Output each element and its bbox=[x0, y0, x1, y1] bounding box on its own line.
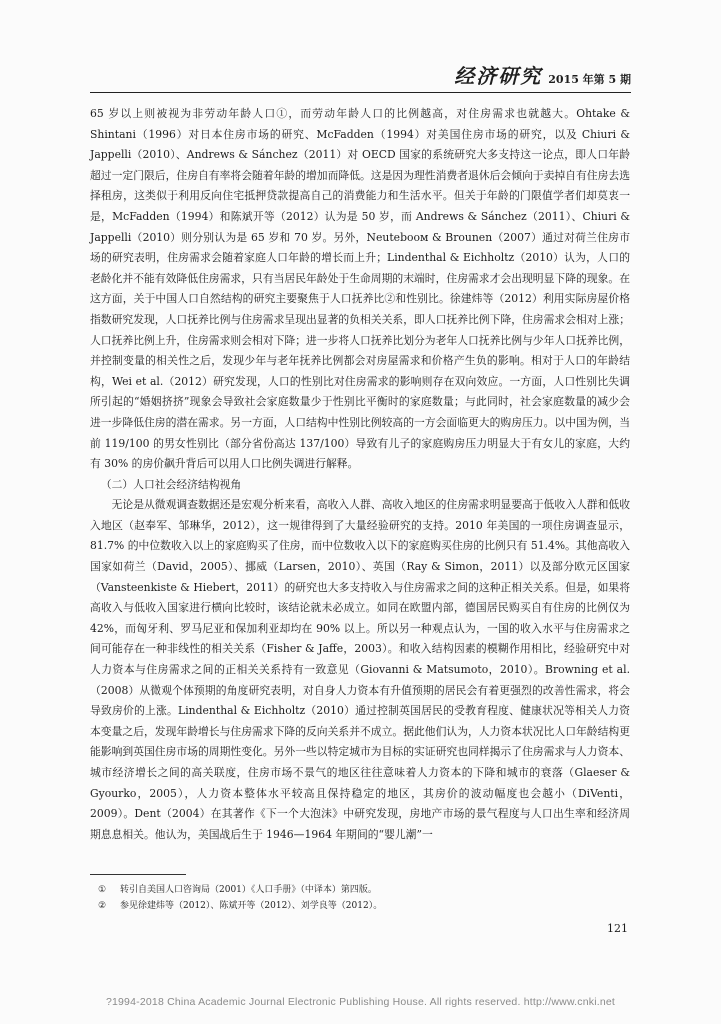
footnote-2 bbox=[90, 898, 630, 914]
footnote-text: 转引自美国人口咨询局（2001）《人口手册》（中译本）第四版。 bbox=[120, 885, 377, 895]
journal-title: 经济研究 bbox=[454, 64, 543, 88]
footnote-1 bbox=[90, 882, 630, 898]
footnotes bbox=[90, 882, 630, 914]
article-body bbox=[90, 104, 630, 845]
header-inner bbox=[454, 60, 631, 92]
footnote-text: 参见徐建炜等（2012）、陈斌开等（2012）、刘学良等（2012）。 bbox=[120, 901, 383, 911]
footnote-mark: ② bbox=[98, 901, 107, 911]
page-number: 121 bbox=[607, 922, 628, 935]
copyright-notice: ?1994-2018 China Academic Journal Electronic Publishing House. All rights reserved. http://www.cnki.net bbox=[105, 996, 616, 1008]
footnote-mark: ① bbox=[98, 885, 107, 895]
section-heading: （二）人口社会经济结构视角 bbox=[100, 477, 242, 491]
paragraph-2: 无论是从微观调查数据还是宏观分析来看，高收入人群、高收入地区的住房需求明显要高于低收入人群和低收入地区（赵奉军、邹琳华，2012），这一规律得到了大量经验研究的支持。2010 年美国的一项住房调查显示，81.7% 的中位数收入以上的家庭购买了住房，而中位数收入以下的家庭购买住房的比例只有 51.4%。其他高收入国家如荷兰（David，2005）、挪威（Larsen，2010）、英国（Ray & Simon，2011）以及部分欧元区国家（Vansteenkiste & Hiebert，2011）的研究也大多支持收入与住房需求之间的这种正相关关系。但是，如果将高收入与低收入国家进行横向比较时，该结论就未必成立。如同在欧盟内部，德国居民购买自有住房的比例仅为 42%，而匈牙利、罗马尼亚和保加利亚却均在 90% 以上。所以另一种观点认为，一国的收入水平与住房需求之间可能存在一种非线性的相关关系（Fisher & Jaffe，2003）。和收入结构因素的模糊作用相比，经验研究中对人力资本与住房需求之间的正相关关系持有一致意见（Giovanni & Matsumoto，2010）。Browning et al.（2008）从微观个体预期的角度研究表明，对自身人力资本有升值预期的居民会有着更强烈的改善性需求，将会导致房价的上涨。Lindenthal & Eichholtz（2010）通过控制英国居民的受教育程度、健康状况等相关人力资本变量之后，发现年龄增长与住房需求下降的反向关系并不成立。据此他们认为，人力资本状况比人口年龄结构更能影响到英国住房市场的周期性变化。另外一些以特定城市为目标的实证研究也同样揭示了住房需求与人力资本、城市经济增长之间的高关联度，住房市场不景气的地区往往意味着人力资本的下降和城市的衰落（Glaeser & Gyourko，2005），人力资本整体水平较高且保持稳定的地区，其房价的波动幅度也会越小（DiVenti，2009）。Dent（2004）在其著作《下一个大泡沫》中研究发现，房地产市场的景气程度与人口出生率和经济周期息息相关。他认为，美国战后生于 1946—1964 年期间的“婴儿潮”一 bbox=[90, 498, 630, 841]
footnote-divider bbox=[90, 874, 186, 875]
running-header bbox=[90, 64, 631, 93]
paragraph-1: 65 岁以上则被视为非劳动年龄人口①，而劳动年龄人口的比例越高，对住房需求也就越大。Ohtake & Shintani（1996）对日本住房市场的研究、McFadden（1994）对美国住房市场的研究，以及 Chiuri & Jappelli（2010）、Andrews & Sánchez（2011）对 OECD 国家的系统研究大多支持这一论点，即人口年龄超过一定门限后，住房自有率将会随着年龄的增加而降低。这是因为理性消费者退休后会倾向于卖掉自有住房去选择租房，这类似于利用反向住宅抵押贷款提高自己的消费能力和生活水平。但关于年龄的门限值学者们却莫衷一是，McFadden（1994）和陈斌开等（2012）认为是 50 岁，而 Andrews & Sánchez（2011）、Chiuri & Jappelli（2010）则分别认为是 65 岁和 70 岁。另外，Neutebooм & Brounen（2007）通过对荷兰住房市场的研究表明，住房需求会随着家庭人口年龄的增长而上升；Lindenthal & Eichholtz（2010）认为，人口的老龄化并不能有效降低住房需求，只有当居民年龄处于生命周期的末端时，住房需求才会出现明显下降的现象。在这方面，关于中国人口自然结构的研究主要聚焦于人口抚养比②和性别比。徐建炜等（2012）利用实际房屋价格指数研究发现，人口抚养比例与住房需求呈现出显著的负相关关系，即人口抚养比例下降，住房需求会相对上涨；人口抚养比例上升，住房需求则会相对下降；进一步将人口抚养比划分为老年人口抚养比例与少年人口抚养比例，并控制变量的相关性之后，发现少年与老年抚养比例都会对房屋需求和价格产生负的影响。相对于人口的年龄结构，Wei et al.（2012）研究发现，人口的性别比对住房需求的影响则存在双向效应。一方面，人口性别比失调所引起的“婚姻挤挤”现象会导致社会家庭数量少于性别比平衡时的家庭数量；与此同时，社会家庭数量的减少会进一步降低住房的潜在需求。另一方面，人口结构中性别比例较高的一方会面临更大的购房压力。以中国为例，当前 119/100 的男女性别比（部分省份高达 137/100）导致有儿子的家庭购房压力明显大于有女儿的家庭，大约有 30% 的房价飙升背后可以用人口比例失调进行解释。 bbox=[90, 107, 630, 471]
issue-label: 2015 年第 5 期 bbox=[548, 73, 631, 86]
